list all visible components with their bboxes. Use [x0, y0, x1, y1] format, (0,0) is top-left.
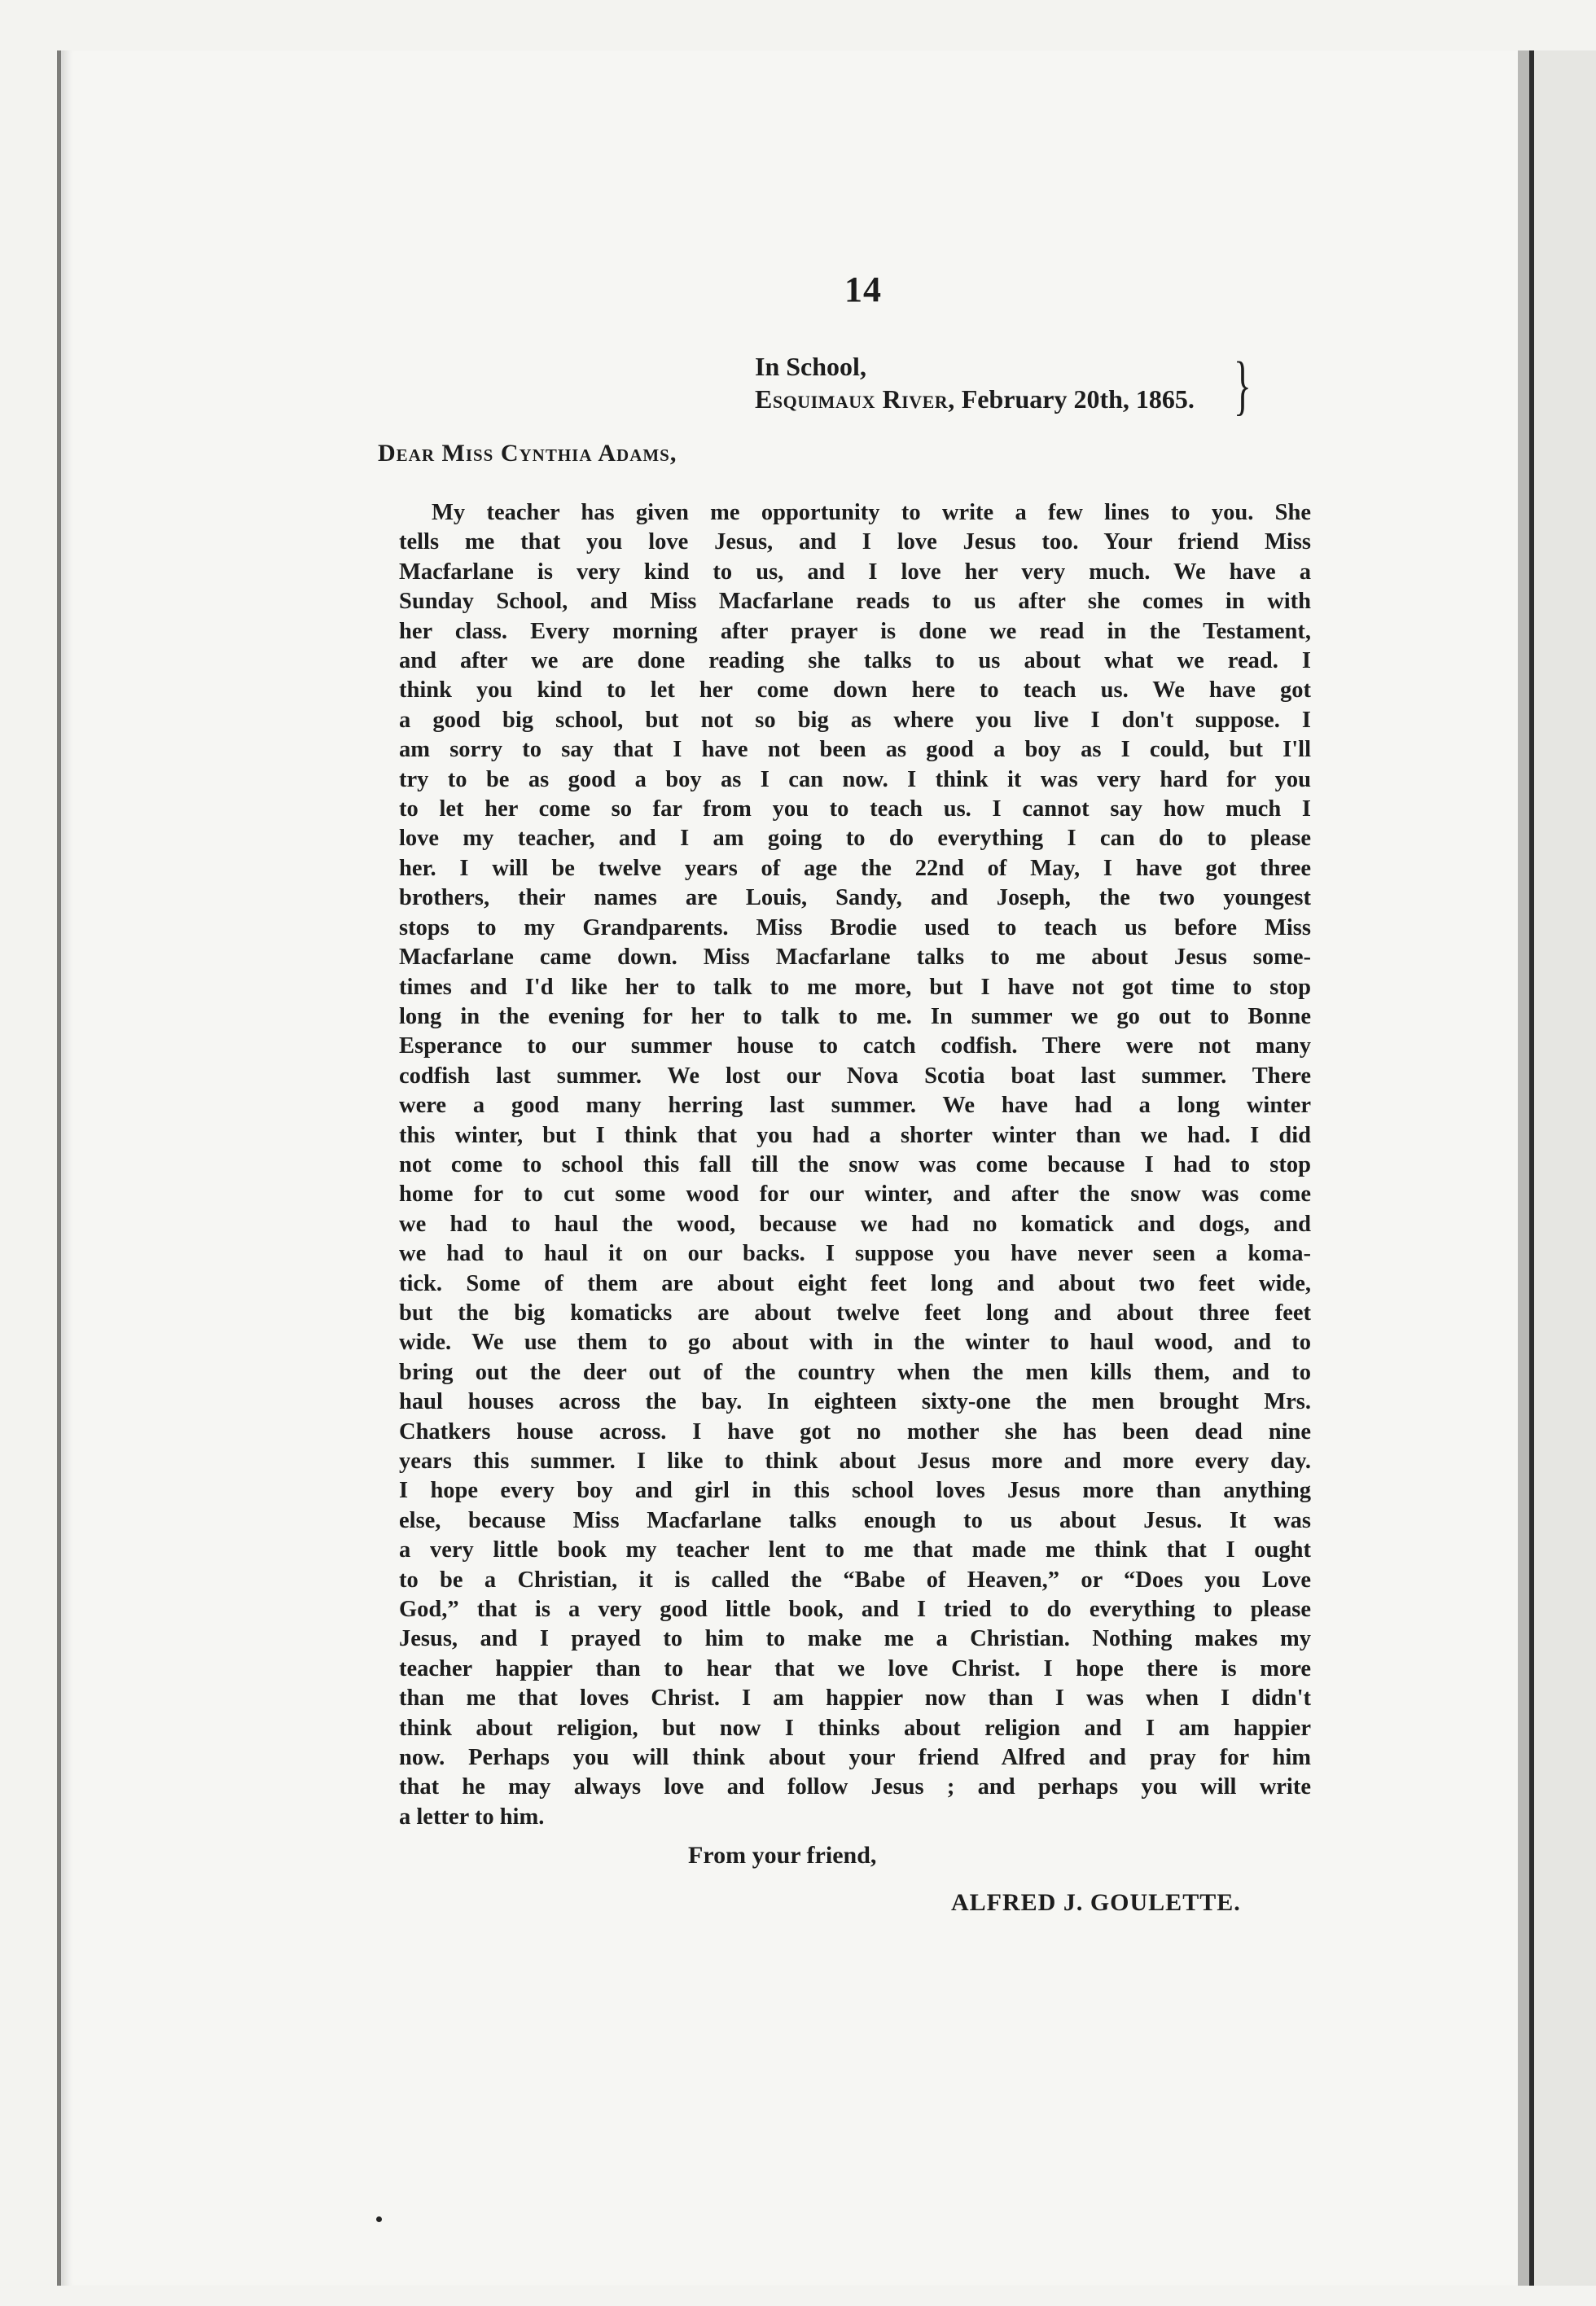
body-line: think about religion, but now I thinks about religion and I am happier [399, 1715, 1311, 1741]
body-line: and after we are done reading she talks to us about what we read. I [399, 648, 1311, 674]
body-line: we had to haul it on our backs. I suppose you have never seen a koma- [399, 1241, 1311, 1267]
body-line: home for to cut some wood for our winter, and after the snow was come [399, 1181, 1311, 1208]
body-line: years this summer. I like to think about Jesus more and more every day. [399, 1449, 1311, 1474]
body-line: were a good many herring last summer. We have had a long winter [399, 1093, 1311, 1119]
body-line: her. I will be twelve years of age the 22nd of May, I have got three [399, 855, 1311, 881]
body-line: haul houses across the bay. In eighteen sixty-one the men brought Mrs. [399, 1389, 1311, 1415]
body-line: codfish last summer. We lost our Nova Scotia boat last summer. There [399, 1063, 1311, 1089]
dateline-day: February 20th, 1865. [954, 384, 1195, 414]
body-line: else, because Miss Macfarlane talks enough to us about Jesus. It was [399, 1507, 1311, 1533]
body-line: to be a Christian, it is called the “Babe of Heaven,” or “Does you Love [399, 1567, 1311, 1593]
body-line: love my teacher, and I am going to do everything I can do to please [399, 826, 1311, 852]
body-line: I hope every boy and girl in this school loves Jesus more than anything [399, 1478, 1311, 1504]
facing-page-edge [1529, 50, 1596, 2286]
body-line: tells me that you love Jesus, and I love Jesus too. Your friend Miss [399, 529, 1311, 555]
body-line: than me that loves Christ. I am happier now than I was when I didn't [399, 1686, 1311, 1712]
body-line: stops to my Grandparents. Miss Brodie used to teach us before Miss [399, 914, 1311, 940]
body-line: teacher happier than to hear that we love Christ. I hope there is more [399, 1655, 1311, 1681]
body-line: not come to school this fall till the snow was come because I had to stop [399, 1151, 1311, 1177]
signature: ALFRED J. GOULETTE. [951, 1889, 1241, 1916]
body-line: that he may always love and follow Jesus ; and perhaps you will write [399, 1774, 1311, 1800]
body-line: think you kind to let her come down here to teach us. We have got [399, 677, 1311, 704]
body-line: God,” that is a very good little book, and I tried to do everything to please [399, 1597, 1311, 1623]
body-line: this winter, but I think that you had a shorter winter than we had. I did [399, 1122, 1311, 1148]
body-line: a good big school, but not so big as where you live I don't suppose. I [399, 707, 1311, 733]
dateline-location: Esquimaux River, [755, 384, 955, 414]
body-line: now. Perhaps you will think about your friend Alfred and pray for him [399, 1745, 1311, 1771]
body-line: Macfarlane came down. Miss Macfarlane talks to me about Jesus some- [399, 945, 1311, 971]
closing: From your friend, [688, 1842, 877, 1869]
body-line: but the big komaticks are about twelve feet long and about three feet [399, 1300, 1311, 1326]
body-line: bring out the deer out of the country when the men kills them, and to [399, 1359, 1311, 1385]
body-line: a very little book my teacher lent to me that made me think that I ought [399, 1537, 1311, 1563]
body-line: am sorry to say that I have not been as good a boy as I could, but I'll [399, 737, 1311, 763]
body-line: Sunday School, and Miss Macfarlane reads to us after she comes in with [399, 589, 1311, 615]
body-line: try to be as good a boy as I can now. I think it was very hard for you [399, 766, 1311, 792]
dateline-date [755, 384, 1195, 414]
letter-body [399, 498, 1311, 1832]
dateline-place: In School, [755, 352, 866, 381]
body-line: Jesus, and I prayed to him to make me a Christian. Nothing makes my [399, 1626, 1311, 1652]
body-line: Esperance to our summer house to catch codfish. There were not many [399, 1033, 1311, 1059]
body-line: Chatkers house across. I have got no mother she has been dead nine [399, 1418, 1311, 1445]
body-line: long in the evening for her to talk to me. In summer we go out to Bonne [399, 1003, 1311, 1029]
body-line: wide. We use them to go about with in the winter to haul wood, and to [399, 1330, 1311, 1356]
body-line: a letter to him. [399, 1804, 545, 1830]
body-line: we had to haul the wood, because we had no komatick and dogs, and [399, 1211, 1311, 1237]
page-number: 14 [844, 270, 882, 309]
brace-mark: } [1234, 348, 1252, 422]
body-line: tick. Some of them are about eight feet long and about two feet wide, [399, 1270, 1311, 1296]
body-line: her class. Every morning after prayer is done we read in the Testament, [399, 618, 1311, 644]
scan-speck [376, 2216, 382, 2222]
body-line: to let her come so far from you to teach us. I cannot say how much I [399, 796, 1311, 822]
body-line: My teacher has given me opportunity to write a few lines to you. She [432, 500, 1311, 525]
body-line: times and I'd like her to talk to me more, but I have not got time to stop [399, 974, 1311, 1000]
body-line: Macfarlane is very kind to us, and I love her very much. We have a [399, 559, 1311, 585]
body-line: brothers, their names are Louis, Sandy, and Joseph, the two youngest [399, 885, 1311, 911]
salutation: Dear Miss Cynthia Adams, [378, 440, 677, 467]
